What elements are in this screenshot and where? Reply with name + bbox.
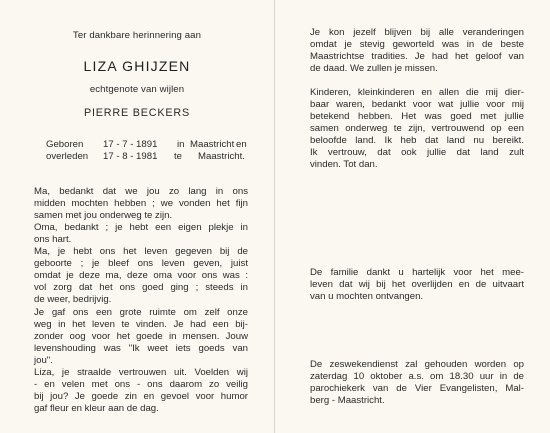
text-line: omdat je deze ma, deze oma voor ons was : (34, 270, 248, 281)
text-line: Ik vertrouw, dat ook jullie dat land zult (310, 147, 524, 158)
paragraph-ruimte (34, 307, 248, 367)
text-line: weg in het leven te vinden. Je had een bij- (34, 319, 248, 330)
text-line: bij jou? Je goede zin en gevoel voor humor (34, 391, 248, 402)
paragraph-oma (34, 222, 248, 246)
text-line: Ma, bedankt dat we jou zo lang in ons (34, 186, 248, 197)
born-in: in (177, 139, 185, 150)
text-line: beloofde land. Ik heb dat land nu bereikt. (310, 135, 524, 146)
text-line: De familie dankt u hartelijk voor het mee- (310, 267, 524, 278)
text-line: samen met jou onderweg te zijn. (34, 210, 173, 221)
text-line: levenshouding was "Ik weet iets goeds van (34, 343, 248, 354)
text-line: De zeswekendienst zal gehouden worden op (310, 359, 524, 370)
text-line: Kinderen, kleinkinderen en allen die mij dier- (310, 87, 524, 98)
paragraph-familie-dankt (310, 267, 524, 303)
born-date: 17 - 7 - 1891 (103, 139, 158, 150)
text-line: zonder oog voor het goede in mensen. Jouw (34, 331, 248, 342)
born-place: Maastricht (190, 139, 235, 150)
deceased-name: LIZA GHIJZEN (83, 58, 191, 74)
text-line: samen onderweg te zijn, vertrouwend op een (310, 123, 524, 134)
right-panel (275, 0, 550, 433)
text-line: leven dat wij bij het overlijden en de uitvaart (310, 279, 524, 290)
born-end: en (236, 139, 247, 150)
paragraph-ma-bedankt (34, 186, 248, 222)
text-line: jou". (34, 355, 53, 366)
paragraph-kinderen (310, 87, 524, 171)
text-line: zaterdag 10 oktober a.s. om 18.30 uur in de (310, 371, 524, 382)
text-line: Oma, bedankt ; je hebt een eigen plekje in (34, 222, 248, 233)
born-label: Geboren (46, 139, 84, 150)
died-place: Maastricht. (198, 151, 245, 162)
text-line: midden mochten hebben ; we vonden het fijn (34, 198, 248, 209)
text-line: van u mochten ontvangen. (310, 291, 424, 302)
header-text: Ter dankbare herinnering aan (72, 30, 202, 41)
text-line: Liza, je straalde vertrouwen uit. Voelden wij (34, 367, 248, 378)
text-line: de daad. We zullen je missen. (310, 63, 438, 74)
text-line: Ma, je hebt ons het leven gegeven bij de (34, 246, 248, 257)
text-line: parochiekerk van de Vier Evangelisten, Mal- (310, 383, 524, 394)
text-line: berg - Maastricht. (310, 395, 385, 406)
paragraph-zeswekendienst (310, 359, 524, 407)
text-line: de weer, bedrijvig. (34, 294, 112, 305)
text-line: betekend hebben. Het was goed met jullie (310, 111, 524, 122)
left-panel (0, 0, 274, 433)
text-line: omdat je stevig geworteld was in de beste (310, 39, 524, 50)
relation-text: echtgenote van wijlen (89, 84, 185, 95)
died-date: 17 - 8 - 1981 (103, 151, 158, 162)
paragraph-vertrouwen (34, 367, 248, 415)
paragraph-tradities (310, 27, 524, 75)
text-line: geboorte ; je bleef ons leven geven, juist (34, 258, 248, 269)
text-line: Je gaf ons een grote ruimte om zelf onze (34, 307, 248, 318)
died-label: overleden (46, 151, 89, 162)
text-line: gaf fleur en kleur aan de dag. (34, 403, 159, 414)
text-line: baar waren, bedankt voor wat jullie voor mij (310, 99, 524, 110)
text-line: Maastrichtse tradities. Je had het geloof van (310, 51, 524, 62)
paragraph-leven (34, 246, 248, 306)
text-line: ons hart. (34, 234, 72, 245)
text-line: vinden. Tot dan. (310, 159, 378, 170)
text-line: vol zorg dat het ons goed ging ; steeds in (34, 282, 248, 293)
died-te: te (174, 151, 183, 162)
text-line: Je kon jezelf blijven bij alle veranderingen (310, 27, 524, 38)
spouse-name: PIERRE BECKERS (84, 107, 190, 119)
text-line: - en velen met ons - ons daarom zo veilig (34, 379, 248, 390)
